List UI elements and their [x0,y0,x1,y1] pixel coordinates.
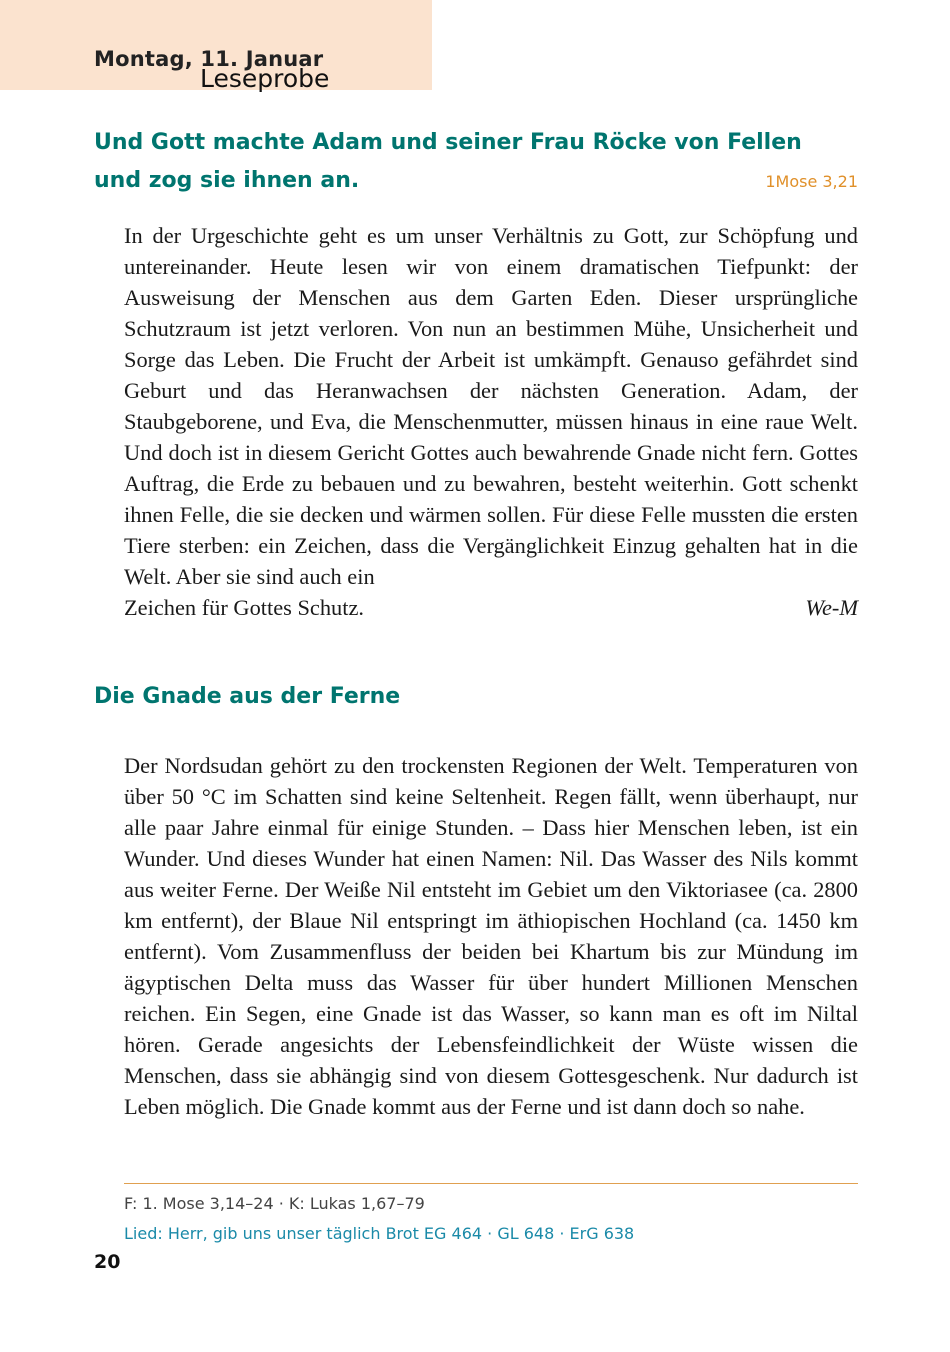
devotion-text-1 [124,220,858,623]
verse-line-1: Und Gott machte Adam und seiner Frau Röcke von Fellen [94,130,802,155]
verse-line-2: und zog sie ihnen an. [94,168,360,193]
bible-verse [94,124,858,201]
devotion-1-last-line: Zeichen für Gottes Schutz. [124,595,364,620]
page-number: 20 [94,1251,121,1273]
verse-line-2-row [94,162,858,201]
scripture-readings: F: 1. Mose 3,14–24 · K: Lukas 1,67–79 [124,1194,425,1213]
author-signature: We-M [805,595,858,620]
footer-divider [124,1183,858,1184]
verse-reference: 1Mose 3,21 [765,172,858,191]
signature-row [124,592,858,623]
song-reference: Lied: Herr, gib uns unser täglich Brot EG 464 · GL 648 · ErG 638 [124,1224,635,1243]
section-heading: Die Gnade aus der Ferne [94,684,401,709]
preview-stamp: Leseprobe [200,64,330,93]
devotion-1-paragraph: In der Urgeschichte geht es um unser Verhältnis zu Gott, zur Schöpfung und untereinander. Heute lesen wir von einem dramatischen Tiefpunkt: der Ausweisung der Menschen aus dem Garten Eden. Dieser ursprüngliche Schutzraum ist jetzt verloren. Von nun an bestimmen Mühe, Unsicherheit und Sorge das Leben. Die Frucht der Arbeit ist umkämpft. Genauso gefährdet sind Geburt und das Heranwachsen der nächsten Generation. Adam, der Staubgeborene, und Eva, die Menschenmutter, müssen hinaus in eine raue Welt. Und doch ist in diesem Gericht Gottes auch bewahrende Gnade nicht fern. Gottes Auftrag, die Erde zu bebauen und zu bewahren, besteht weiterhin. Gott schenkt ihnen Felle, die sie decken und wärmen sollen. Für diese Felle mussten die ersten Tiere sterben: ein Zeichen, dass die Vergänglichkeit Einzug gehalten hat in die Welt. Aber sie sind auch ein [124,223,858,589]
date-heading: Montag, 11. Januar [94,47,324,71]
devotion-text-2: Der Nordsudan gehört zu den trockensten Regionen der Welt. Temperaturen von über 50 °C im Schatten sind keine Seltenheit. Regen fällt, wenn überhaupt, nur alle paar Jahre einmal für einige Stunden. – Dass hier Menschen leben, ist ein Wunder. Und dieses Wunder hat einen Namen: Nil. Das Wasser des Nils kommt aus weiter Ferne. Der Weiße Nil entsteht im Gebiet um den Viktoriasee (ca. 2800 km entfernt), der Blaue Nil entspringt im äthiopischen Hochland (ca. 1450 km entfernt). Vom Zusammenfluss der beiden bei Khartum bis zur Mündung im ägyptischen Delta muss das Wasser für über hundert Millionen Menschen reichen. Ein Segen, eine Gnade ist das Wasser, so kann man es oft im Niltal hören. Gerade angesichts der Lebensfeindlichkeit der Wüste wissen die Menschen, dass sie abhängig sind von diesem Gottesgeschenk. Nur dadurch ist Leben möglich. Die Gnade kommt aus der Ferne und ist dann doch so nahe. [124,753,858,1119]
